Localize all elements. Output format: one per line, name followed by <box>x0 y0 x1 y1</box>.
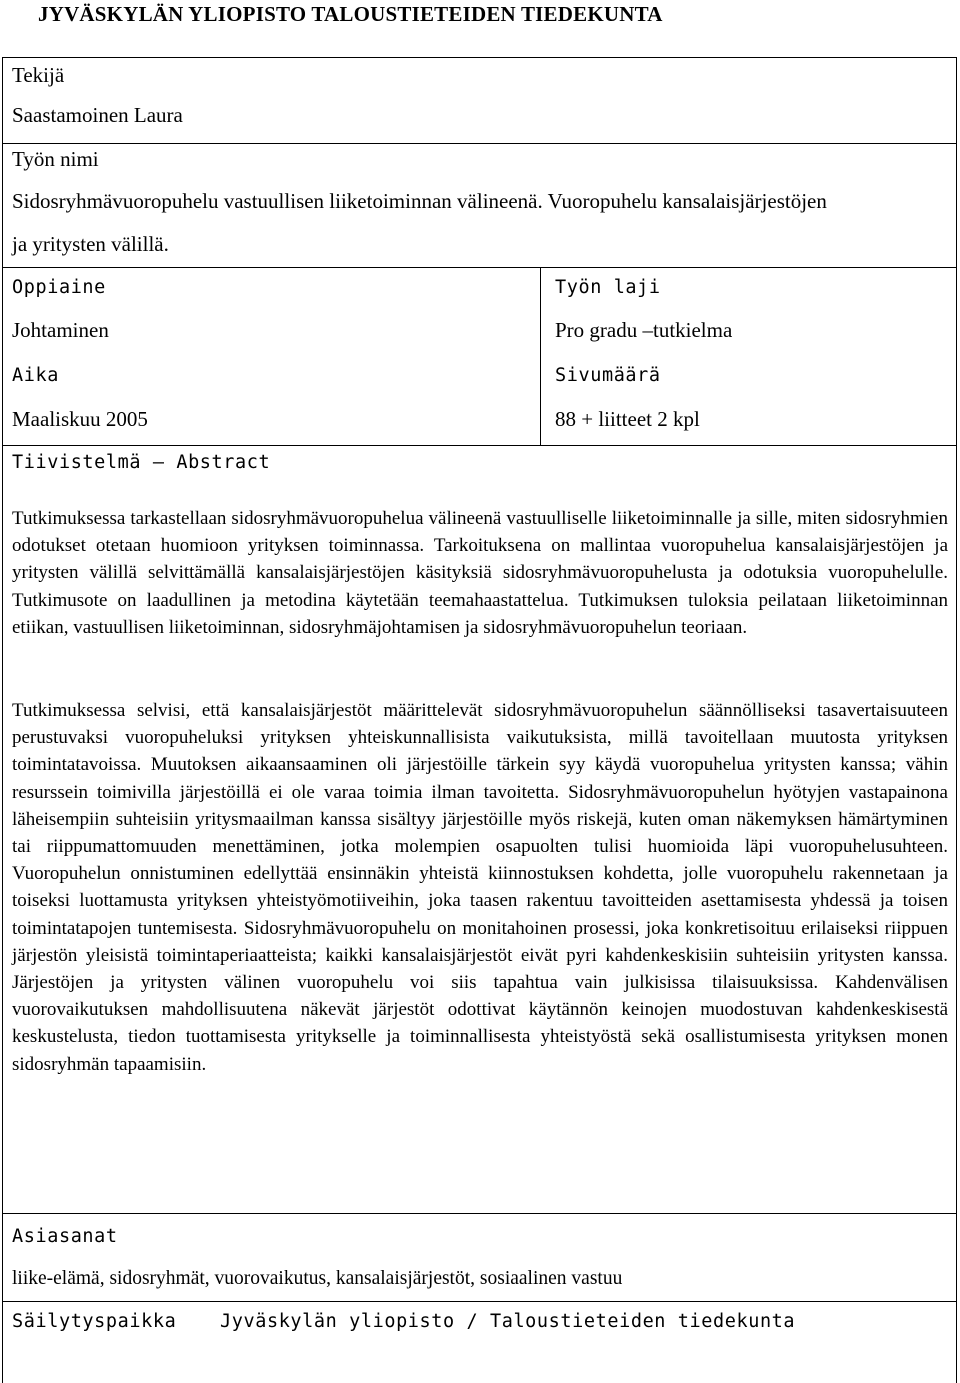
divider-abstract <box>2 1213 957 1214</box>
title-label: Työn nimi <box>12 147 99 171</box>
storage-value: Jyväskylän yliopisto / Taloustieteiden tiedekunta <box>220 1311 796 1332</box>
title-line-1: Sidosryhmävuoropuhelu vastuullisen liiketoiminnan välineenä. Vuoropuhelu kansalaisjärjestöjen <box>12 189 827 213</box>
date-value: Maaliskuu 2005 <box>12 407 148 431</box>
storage-label: Säilytyspaikka <box>12 1311 177 1332</box>
author-value: Saastamoinen Laura <box>12 103 183 127</box>
pages-value: 88 + liitteet 2 kpl <box>555 407 700 431</box>
pages-label: Sivumäärä <box>555 365 661 386</box>
divider-meta <box>2 445 957 446</box>
keywords-value: liike-elämä, sidosryhmät, vuorovaikutus, kansalaisjärjestöt, sosiaalinen vastuu <box>12 1268 623 1289</box>
abstract-paragraph-1: Tutkimuksessa tarkastellaan sidosryhmävuoropuhelua välineenä vastuulliselle liiketoiminnalle ja sille, miten sidosryhmien odotukset otetaan huomioon yrityksen toiminnassa. Tarkoituksena on mallintaa vuoropuhelua kansalaisjärjestöjen ja yritysten välillä selvittämällä kansalaisjärjestöjen käsityksiä sidosryhmävuoropuhelusta ja odotuksia vuoropuhelulle. Tutkimusote on laadullinen ja metodina käytetään teemahaastattelua. Tutkimuksen tuloksia peilataan liiketoiminnan etiikan, vastuullisen liiketoiminnan, sidosryhmäjohtamisen ja sidosryhmävuoropuhelun teoriaan. <box>12 508 948 638</box>
work-type-label: Työn laji <box>555 277 661 298</box>
title-line-2: ja yritysten välillä. <box>12 232 169 256</box>
divider-column <box>540 267 541 445</box>
date-label: Aika <box>12 365 59 386</box>
keywords-label: Asiasanat <box>12 1226 118 1247</box>
subject-value: Johtaminen <box>12 318 109 342</box>
abstract-paragraph-2: Tutkimuksessa selvisi, että kansalaisjärjestöt määrittelevät sidosryhmävuoropuhelun säännölliseksi tasavertaisuuteen perustuvaksi vuoropuheluksi yrityksen yhteiskunnallisista vaikutuksista, millä tavoitellaan muutosta yrityksen toimintatavoissa. Muutoksen aikaansaaminen oli järjestöille tärkein syy käydä vuoropuhelua yritysten kanssa; vähin resurssein toimivilla järjestöillä ei ole varaa toimia ilman tavoitetta. Sidosryhmävuoropuhelun hyötyjen vastapainona läheisempiin suhteisiin yritysmaailman kanssa sisältyy järjestöille myös riskejä, kuten oman näkemyksen hämärtyminen tai riippumattomuuden menettäminen, jotka molempien osapuolten tulisi huomioida läpi vuoropuhelusuhteen. Vuoropuhelun onnistuminen edellyttää ensinnäkin yhteistä kiinnostuksen kohdetta, jolle vuoropuhelu rakennetaan ja toiseksi luottamusta yrityksen yhteistyömotiiveihin, joka taasen rakentuu tavoitteiden asettamisesta yhdessä ja toisen toimintatapojen tuntemisesta. Sidosryhmävuoropuhelu on monitahoinen prosessi, joka konkretisoituu erilaiseksi riippuen järjestön yleisistä toimintaperiaatteista; kaikki kansalaisjärjestöt eivät pyri kahdenkeskisiin suhteisiin yritysten kanssa. Järjestöjen ja yritysten välinen vuoropuhelu voi siis tapahtua vain julkisissa tilaisuuksissa. Kahdenvälisen vuorovaikutuksen mahdollisuutena näkevät järjestöt odottivat käytännön keinojen muodostuvan kahdenkeskisestä keskustelusta, tiedon tuottamisesta yritykselle ja toiminnallisesta yhteistyöstä sekä osallistumisesta yrityksen monen sidosryhmän tapaamisiin. <box>12 700 948 1075</box>
divider-keywords <box>2 1301 957 1302</box>
divider-author <box>2 143 957 144</box>
faculty-heading: JYVÄSKYLÄN YLIOPISTO TALOUSTIETEIDEN TIEDEKUNTA <box>38 2 663 26</box>
abstract-label: Tiivistelmä – Abstract <box>12 452 271 473</box>
subject-label: Oppiaine <box>12 277 106 298</box>
work-type-value: Pro gradu –tutkielma <box>555 318 733 342</box>
author-label: Tekijä <box>12 63 65 87</box>
divider-title <box>2 267 957 268</box>
